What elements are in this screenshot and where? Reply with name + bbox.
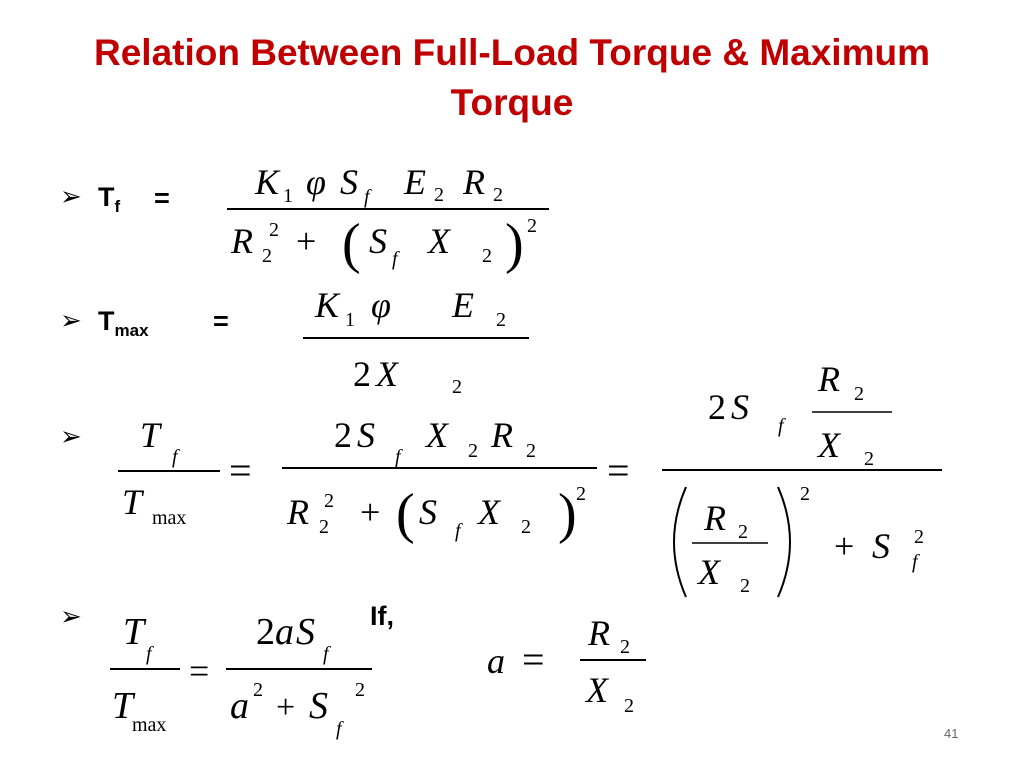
eq3-sub-f: f <box>455 520 461 542</box>
bullet-arrow-icon: ➢ <box>60 422 82 452</box>
eq3-R: R <box>287 492 309 532</box>
eq3-rparen: ) <box>558 483 577 545</box>
eq4-S: S <box>296 611 315 653</box>
eq3-sup-2: 2 <box>324 490 334 512</box>
eq3-sub-2: 2 <box>521 516 531 538</box>
eq3-T: T <box>140 415 161 455</box>
eq3-S: S <box>419 492 437 532</box>
eq2-sub-1: 1 <box>345 309 355 331</box>
eq3-sub-2: 2 <box>864 448 874 470</box>
eq4-sup-2: 2 <box>253 679 263 701</box>
eq3-sub-2: 2 <box>526 440 536 462</box>
eq1-S: S <box>369 221 387 261</box>
tmax-label: $T_{max}$ <box>98 306 149 340</box>
eq2-two: 2 <box>353 354 371 394</box>
eq1-E: E <box>404 162 426 202</box>
eq3-T: T <box>122 482 143 522</box>
eq4-two: 2 <box>256 611 275 653</box>
tmax-equation <box>303 285 529 398</box>
eq1-sub-2: 2 <box>482 245 492 267</box>
eq1-sub-1: 1 <box>283 185 293 207</box>
eq1-lparen: ( <box>342 213 361 275</box>
eq3-equals: = <box>229 448 252 493</box>
eq1-X: X <box>428 221 450 261</box>
eq3-sub-2: 2 <box>468 440 478 462</box>
bullet-arrow-icon: ➢ <box>60 306 82 336</box>
eq3-S: S <box>357 415 375 455</box>
eq3-sub-max: max <box>152 507 187 529</box>
eq3-sub-2: 2 <box>854 383 864 405</box>
eq3-sub-2: 2 <box>319 516 329 538</box>
eq3-S: S <box>731 387 749 427</box>
eq1-sup-2: 2 <box>269 219 279 241</box>
eq3-two: 2 <box>708 387 726 427</box>
eq4-T: T <box>112 685 134 727</box>
eq3-sub-f: f <box>395 446 401 468</box>
eq3-R: R <box>491 415 513 455</box>
eq3-X: X <box>478 492 500 532</box>
eq3-two: 2 <box>334 415 352 455</box>
bullet-arrow-icon: ➢ <box>60 602 82 632</box>
bullet-arrow-icon: ➢ <box>60 182 82 212</box>
eq3-equals: = <box>607 448 630 493</box>
eq5-sub-2: 2 <box>624 695 634 717</box>
eq2-sub-2: 2 <box>452 376 462 398</box>
title-line-2: Torque <box>450 82 574 123</box>
eq1-sub-f: f <box>364 186 370 208</box>
eq1-rparen: ) <box>505 213 524 275</box>
eq1-sup-2: 2 <box>527 215 537 237</box>
eq4-S: S <box>309 685 328 727</box>
eq5-sub-2: 2 <box>620 636 630 658</box>
eq1-R: R <box>463 162 485 202</box>
eq4-sub-f: f <box>323 643 329 665</box>
tf-label: $T_f$ <box>98 182 121 216</box>
eq3-big-rparen <box>778 487 790 597</box>
page-number: 41 <box>944 726 959 741</box>
eq4-sub-f: f <box>336 718 342 740</box>
eq1-K: K <box>255 162 280 202</box>
eq3-big-lparen <box>674 487 686 597</box>
eq1-sub-2: 2 <box>434 184 444 206</box>
eq3-sup-2: 2 <box>914 526 924 548</box>
eq3-X: X <box>426 415 448 455</box>
eq3-sup-2: 2 <box>800 483 810 505</box>
eq2-X: X <box>376 354 398 394</box>
eq3-sup-2: 2 <box>576 483 586 505</box>
eq2-phi: φ <box>371 285 391 325</box>
simplified-equation <box>110 611 372 740</box>
eq4-equals: = <box>189 651 210 691</box>
eq3-X: X <box>818 425 840 465</box>
eq4-plus: + <box>276 689 296 726</box>
eq1-phi: φ <box>306 162 326 202</box>
eq3-sub-2: 2 <box>738 521 748 543</box>
tf-equals: = <box>154 183 170 213</box>
eq3-lparen: ( <box>396 483 415 545</box>
tmax-equals: = <box>213 306 229 336</box>
eq4-a: a <box>230 685 249 727</box>
eq3-S: S <box>872 526 890 566</box>
eq1-sub-2: 2 <box>262 245 272 267</box>
eq4-sup-2: 2 <box>355 679 365 701</box>
title-line-1: Relation Between Full-Load Torque & Maximum <box>94 32 930 73</box>
a-definition-equation <box>487 613 646 717</box>
eq3-sub-2: 2 <box>740 575 750 597</box>
eq3-R: R <box>704 498 726 538</box>
eq2-K: K <box>315 285 340 325</box>
eq3-plus: + <box>360 492 381 532</box>
eq1-plus: + <box>296 221 317 261</box>
eq1-S: S <box>340 162 358 202</box>
eq2-sub-2: 2 <box>496 309 506 331</box>
eq4-sub-max: max <box>132 714 167 736</box>
eq3-sub-f: f <box>912 551 918 573</box>
eq4-T: T <box>123 611 145 653</box>
eq5-a: a <box>487 641 505 681</box>
eq4-a: a <box>275 611 294 653</box>
eq1-sub-2: 2 <box>493 184 503 206</box>
eq2-E: E <box>452 285 474 325</box>
eq1-R: R <box>231 221 253 261</box>
eq5-X: X <box>586 670 608 710</box>
tf-equation <box>227 162 549 275</box>
ratio-equation <box>118 359 942 597</box>
eq3-sub-f: f <box>172 446 178 468</box>
eq5-equals: = <box>522 637 545 682</box>
eq3-sub-f: f <box>778 415 784 437</box>
eq3-R: R <box>818 359 840 399</box>
eq3-X: X <box>698 552 720 592</box>
eq5-R: R <box>588 613 610 653</box>
if-label: If, <box>370 601 394 631</box>
eq4-sub-f: f <box>146 643 152 665</box>
eq3-plus: + <box>834 526 855 566</box>
eq1-sub-f: f <box>392 248 398 270</box>
